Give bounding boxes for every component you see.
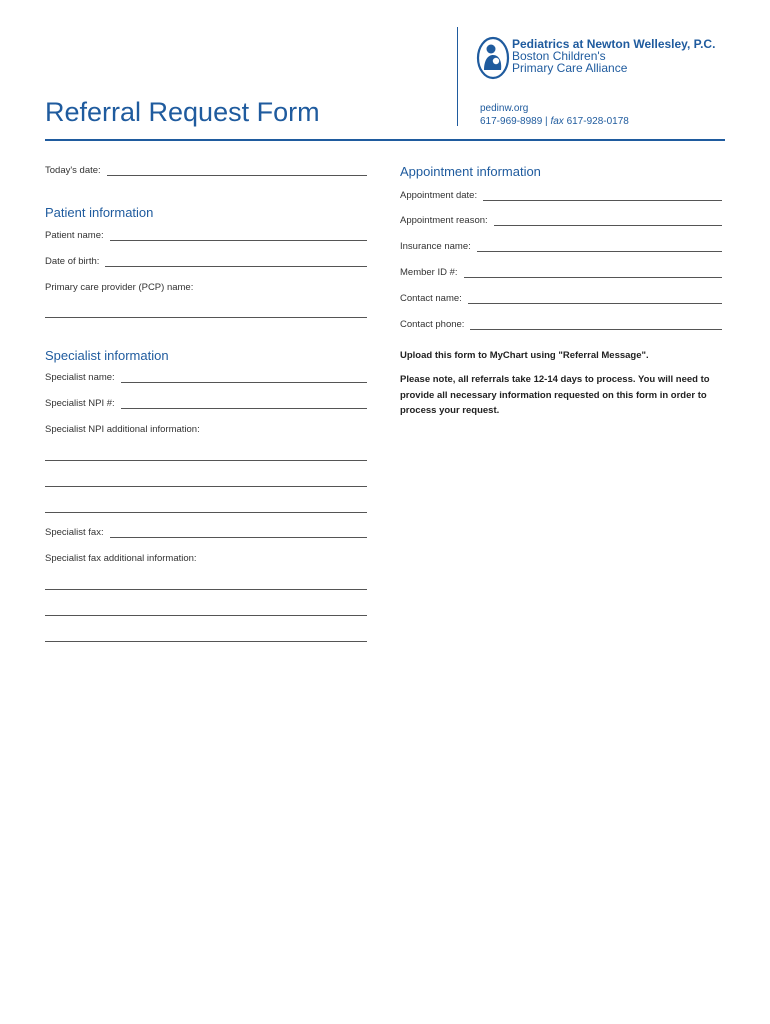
appointment-date-label: Appointment date: [400, 190, 478, 201]
header-divider [457, 27, 458, 126]
specialist-fax-info-line-3[interactable] [45, 640, 367, 642]
specialist-npi-info-label: Specialist NPI additional information: [45, 424, 200, 435]
specialist-npi-info-line-3[interactable] [45, 511, 367, 513]
contact-phone-label: Contact phone: [400, 319, 465, 330]
patient-name-field[interactable] [45, 230, 367, 241]
specialist-npi-info-line-1[interactable] [45, 459, 367, 461]
specialist-name-label: Specialist name: [45, 372, 115, 383]
pcp-line[interactable] [45, 316, 367, 318]
specialist-fax-info-label: Specialist fax additional information: [45, 553, 197, 564]
page-title: Referral Request Form [45, 97, 320, 127]
specialist-fax-line[interactable] [110, 528, 367, 538]
specialist-fax-info-line-1[interactable] [45, 588, 367, 590]
org-line-2: Boston Children's [512, 49, 606, 63]
insurance-name-field[interactable] [400, 241, 722, 252]
appointment-heading: Appointment information [400, 164, 541, 179]
appointment-date-field[interactable] [400, 190, 722, 201]
website-link[interactable]: pedinw.org [480, 103, 529, 114]
patient-name-line[interactable] [110, 231, 367, 241]
appointment-reason-line[interactable] [494, 216, 722, 226]
specialist-name-line[interactable] [121, 373, 367, 383]
patient-name-label: Patient name: [45, 230, 104, 241]
specialist-fax-info-line-2[interactable] [45, 614, 367, 616]
upload-instruction: Upload this form to MyChart using "Referral Message". [400, 350, 649, 361]
org-line-3: Primary Care Alliance [512, 61, 628, 75]
appointment-reason-label: Appointment reason: [400, 215, 488, 226]
processing-note: Please note, all referrals take 12-14 days to process. You will need to provide all necessary information requested on this form in order to process your request. [400, 374, 710, 416]
member-id-field[interactable] [400, 267, 722, 278]
pcp-label: Primary care provider (PCP) name: [45, 282, 194, 293]
contact-name-line[interactable] [468, 294, 722, 304]
specialist-heading: Specialist information [45, 348, 169, 363]
dob-field[interactable] [45, 256, 367, 267]
insurance-name-label: Insurance name: [400, 241, 471, 252]
specialist-name-field[interactable] [45, 372, 367, 383]
dob-label: Date of birth: [45, 256, 100, 267]
contact-name-field[interactable] [400, 293, 722, 304]
fax-number: 617-928-0178 [566, 116, 629, 127]
member-id-label: Member ID #: [400, 267, 458, 278]
member-id-line[interactable] [464, 268, 722, 278]
todays-date-field[interactable] [45, 165, 367, 176]
mother-child-logo-icon [476, 36, 510, 80]
specialist-npi-line[interactable] [121, 399, 367, 409]
dob-line[interactable] [105, 257, 367, 267]
header-rule [45, 139, 725, 141]
specialist-npi-info-line-2[interactable] [45, 485, 367, 487]
phone-fax-line [480, 115, 629, 128]
specialist-npi-label: Specialist NPI #: [45, 398, 115, 409]
org-line-1: Pediatrics at Newton Wellesley, P.C. [512, 37, 716, 51]
organization-name [512, 38, 715, 74]
contact-phone-field[interactable] [400, 319, 722, 330]
appointment-date-line[interactable] [483, 191, 722, 201]
patient-heading: Patient information [45, 205, 154, 220]
specialist-npi-field[interactable] [45, 398, 367, 409]
todays-date-line[interactable] [107, 166, 367, 176]
insurance-name-line[interactable] [477, 242, 722, 252]
contact-info [480, 102, 629, 128]
contact-name-label: Contact name: [400, 293, 462, 304]
contact-phone-line[interactable] [470, 320, 722, 330]
appointment-reason-field[interactable] [400, 215, 722, 226]
todays-date-label: Today's date: [45, 165, 101, 176]
phone-number: 617-969-8989 | [480, 116, 548, 127]
fax-label: fax [550, 116, 564, 127]
specialist-fax-label: Specialist fax: [45, 527, 104, 538]
specialist-fax-field[interactable] [45, 527, 367, 538]
